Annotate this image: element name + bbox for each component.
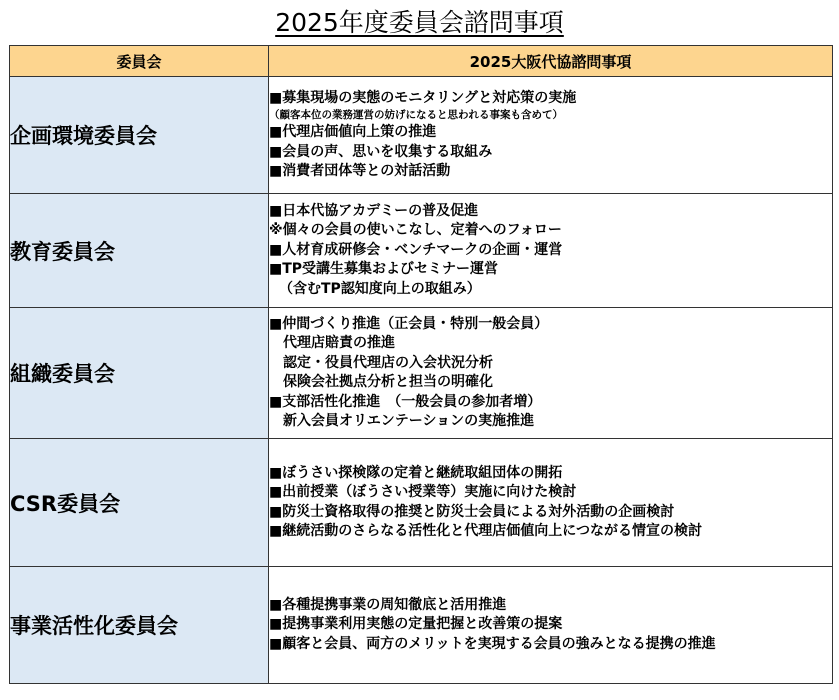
matter-item: ■提携事業利用実態の定量把握と改善策の提案 bbox=[269, 616, 563, 633]
matter-item: 保険会社拠点分析と担当の明確化 bbox=[283, 374, 493, 390]
matter-item: ■各種提携事業の周知徹底と活用推進 bbox=[269, 596, 507, 613]
matter-item: ■継続活動のさらなる活性化と代理店価値向上につながる情宣の検討 bbox=[269, 523, 702, 539]
table-row bbox=[10, 194, 833, 308]
matter-item: ■TP受講生募集およびセミナー運営 bbox=[269, 261, 499, 278]
matter-item: ■消費者団体等との対話活動 bbox=[269, 163, 451, 179]
matters-cell bbox=[269, 567, 833, 684]
matter-item: ■会員の声、思いを収集する取組み bbox=[269, 143, 493, 160]
matter-item: 新入会員オリエンテーションの実施推進 bbox=[283, 413, 535, 429]
matter-item: ■日本代協アカデミーの普及促進 bbox=[269, 202, 479, 219]
committee-name: CSR委員会 bbox=[10, 439, 269, 567]
table-row bbox=[10, 567, 833, 684]
matter-item: 代理店賠責の推進 bbox=[283, 335, 395, 351]
matter-item: ※個々の会員の使いこなし、定着へのフォロー bbox=[269, 222, 562, 239]
matter-item: ■顧客と会員、両方のメリットを実現する会員の強みとなる提携の推進 bbox=[269, 635, 716, 652]
table-header-row bbox=[10, 46, 833, 77]
matter-item: 認定・役員代理店の入会状況分析 bbox=[283, 354, 493, 371]
matter-item: ■出前授業（ぼうさい授業等）実施に向けた検討 bbox=[269, 484, 577, 500]
matters-cell bbox=[269, 308, 833, 439]
table-row bbox=[10, 439, 833, 567]
committee-table bbox=[9, 45, 833, 684]
table-row bbox=[10, 77, 833, 194]
committee-name: 組織委員会 bbox=[10, 308, 269, 439]
header-matters: 2025大阪代協諮問事項 bbox=[269, 46, 833, 77]
matter-item: （含むTP認知度向上の取組み） bbox=[279, 280, 481, 297]
table-row bbox=[10, 308, 833, 439]
matter-item: ■代理店価値向上策の推進 bbox=[269, 124, 437, 140]
matter-item: ■支部活性化推進 （一般会員の参加者増） bbox=[269, 393, 542, 410]
matter-item: ■ぼうさい探検隊の定着と継続取組団体の開拓 bbox=[269, 464, 563, 481]
page-title: 2025年度委員会諮問事項 bbox=[275, 8, 564, 37]
matter-note: （顧客本位の業務運営の妨げになると思われる事案も含めて） bbox=[269, 109, 563, 121]
matter-item: ■仲間づくり推進（正会員・特別一般会員） bbox=[269, 315, 549, 332]
matter-item: ■防災士資格取得の推奨と防災士会員による対外活動の企画検討 bbox=[269, 503, 675, 520]
committee-name: 企画環境委員会 bbox=[10, 77, 269, 194]
header-committee: 委員会 bbox=[10, 46, 269, 77]
matters-cell bbox=[269, 194, 833, 308]
matters-cell bbox=[269, 439, 833, 567]
committee-name: 事業活性化委員会 bbox=[10, 567, 269, 684]
matter-item: ■人材育成研修会・ベンチマークの企画・運営 bbox=[269, 241, 563, 258]
matter-item: ■募集現場の実態のモニタリングと対応策の実施 bbox=[269, 89, 577, 106]
matters-cell bbox=[269, 77, 833, 194]
committee-name: 教育委員会 bbox=[10, 194, 269, 308]
